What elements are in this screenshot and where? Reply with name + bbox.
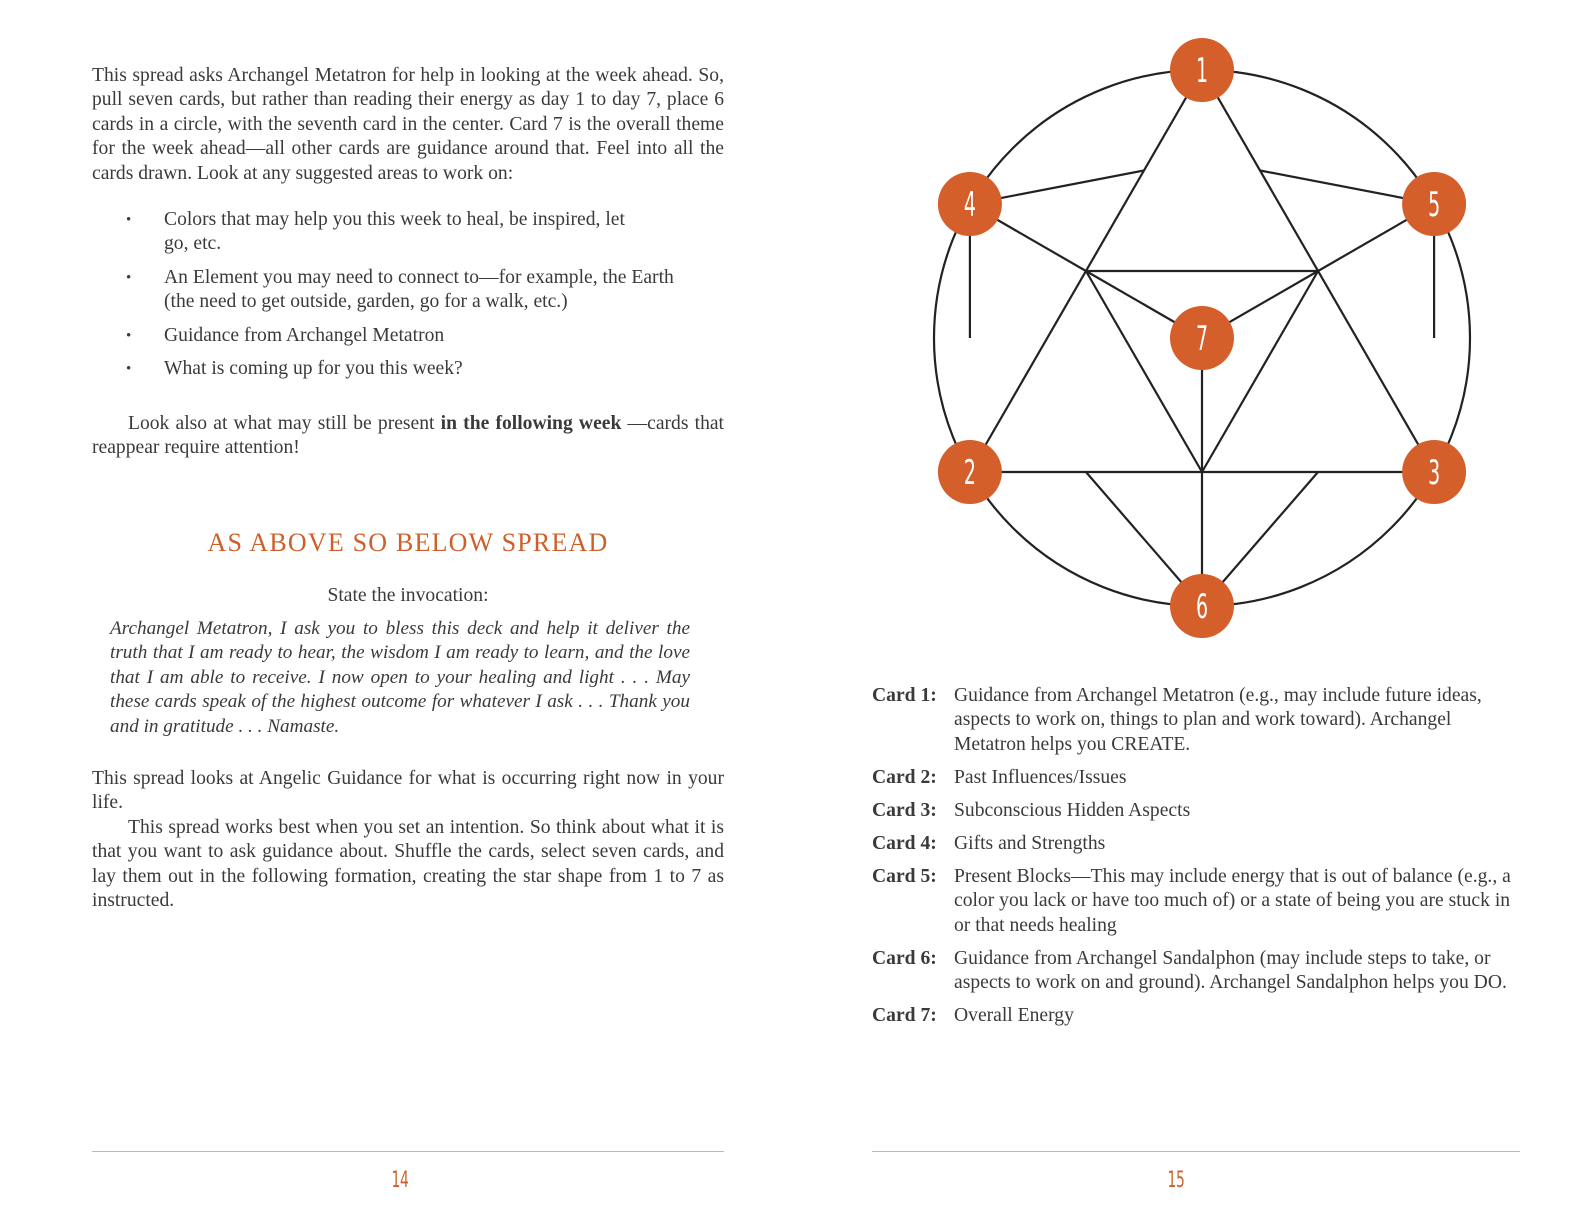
node-number: 4 [963, 184, 976, 225]
card-position-item [872, 1004, 1512, 1028]
card-label: Card 2: [872, 766, 937, 788]
card-meaning: Guidance from Archangel Metatron (e.g., may include future ideas, aspects to work on, things to plan and work toward). Archangel Metatron helps you CREATE. [954, 685, 1482, 755]
card-position-item [872, 799, 1512, 823]
card-positions-list [872, 684, 1512, 1037]
card-meaning: Overall Energy [954, 1005, 1074, 1027]
spread-description: This spread looks at Angelic Guidance for what is occurring right now in your life. [92, 768, 724, 814]
list-item-text: Guidance from Archangel Metatron [164, 324, 445, 346]
page-number: 15 [1167, 1168, 1185, 1193]
card-position-item [872, 684, 1512, 757]
list-item-text: An Element you may need to connect to—for example, the Earth (the need to get outside, garden, go for a walk, etc.) [164, 266, 674, 313]
bullet-icon: • [126, 269, 132, 286]
following-week-paragraph [92, 412, 724, 461]
list-item-text: Colors that may help you this week to heal, be inspired, let go, etc. [164, 209, 625, 255]
list-item [92, 266, 712, 315]
node-number: 3 [1428, 452, 1441, 493]
card-label: Card 1: [872, 685, 937, 706]
diagram-line [1086, 271, 1202, 472]
card-label: Card 5: [872, 865, 937, 887]
list-item [92, 208, 712, 257]
card-position-node-5 [1402, 172, 1466, 236]
node-number: 5 [1428, 184, 1441, 225]
card-label: Card 7: [872, 1005, 937, 1027]
following-week-emphasis: in the following week [440, 413, 622, 434]
card-label: Card 4: [872, 832, 937, 854]
node-number: 2 [963, 452, 976, 493]
card-position-item [872, 865, 1512, 938]
footer-rule [92, 1151, 724, 1152]
card-meaning: Present Blocks—This may include energy that is out of balance (e.g., a color you lack or have too much of) or a state of being you are stuck in or that needs healing [954, 865, 1511, 936]
card-meaning: Past Influences/Issues [954, 766, 1127, 788]
bullet-icon: • [126, 212, 132, 228]
suggested-areas-list [92, 208, 712, 390]
diagram-line [1202, 271, 1318, 472]
node-number: 7 [1195, 318, 1209, 359]
card-position-item [872, 832, 1512, 856]
following-week-text-end: —cards that reappear require attention! [92, 413, 725, 459]
footer-rule [872, 1151, 1520, 1152]
card-label: Card 3: [872, 799, 937, 821]
section-title: AS ABOVE SO BELOW SPREAD [207, 528, 609, 557]
invocation-text: Archangel Metatron, I ask you to bless this deck and help it deliver the truth that I am ready to hear, the wisdom I am ready to learn, and the love that I am able to receive. I now open to your healing and light . . . May these cards speak of the highest outcome for whatever I ask . . . Thank you and in gratitude . . . Namaste. [110, 618, 690, 737]
list-item [92, 357, 712, 381]
star-spread-diagram [912, 30, 1472, 650]
card-meaning: Subconscious Hidden Aspects [954, 799, 1191, 821]
card-position-node-7 [1170, 306, 1234, 370]
card-position-node-1 [1170, 38, 1234, 102]
card-position-item [872, 947, 1512, 996]
node-number: 6 [1195, 586, 1209, 627]
node-number: 1 [1195, 50, 1209, 91]
card-position-node-2 [938, 440, 1002, 504]
card-meaning: Guidance from Archangel Sandalphon (may include steps to take, or aspects to work on and ground). Archangel Sandalphon helps you DO. [954, 947, 1507, 994]
right-page [794, 0, 1588, 1217]
intro-paragraph: This spread asks Archangel Metatron for help in looking at the week ahead. So, pull seven cards, but rather than reading their energy as day 1 to day 7, place 6 cards in a circle, with the seventh card in the center. Card 7 is the overall theme for the week ahead—all other cards are guidance around that. Feel into all the cards drawn. Look at any suggested areas to work on: [92, 65, 724, 184]
bullet-icon: • [126, 327, 132, 344]
following-week-text-start: Look also at what may still be present [128, 413, 441, 434]
card-meaning: Gifts and Strengths [954, 832, 1106, 854]
card-position-node-4 [938, 172, 1002, 236]
card-position-node-3 [1402, 440, 1466, 504]
page-number: 14 [391, 1168, 409, 1193]
invocation-label: State the invocation: [327, 585, 489, 606]
list-item-text: What is coming up for you this week? [164, 358, 463, 380]
list-item [92, 324, 712, 348]
spread-instructions: This spread works best when you set an intention. So think about what it is that you want to ask guidance about. Shuffle the cards, select seven cards, and lay them out in the following formation, creating the star shape from 1 to 7 as instructed. [92, 817, 724, 912]
card-position-node-6 [1170, 574, 1234, 638]
bullet-icon: • [126, 361, 132, 378]
card-position-item [872, 766, 1512, 790]
card-label: Card 6: [872, 947, 937, 969]
